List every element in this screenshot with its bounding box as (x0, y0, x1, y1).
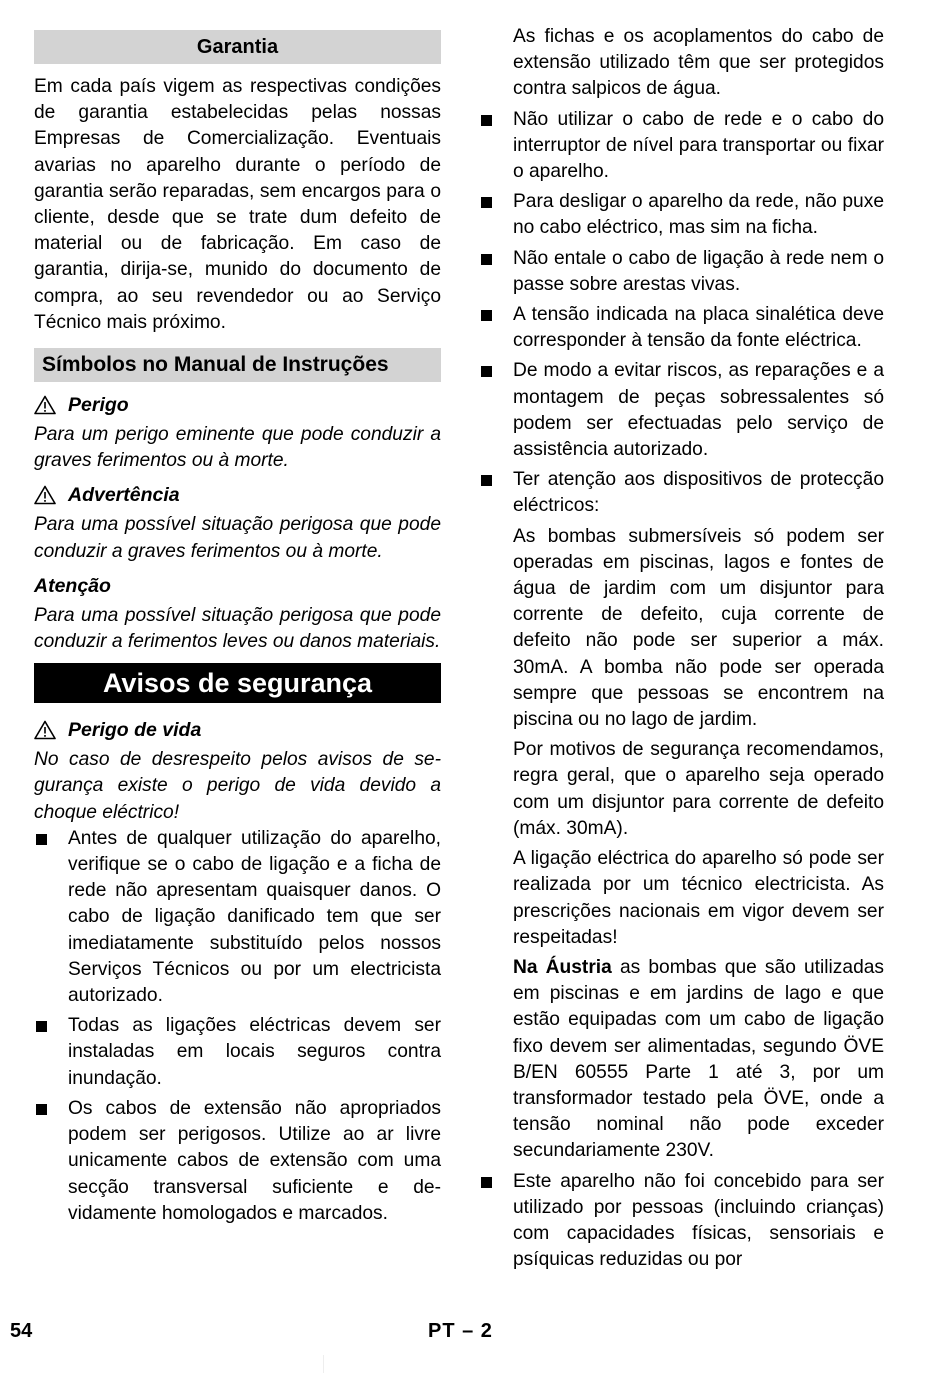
warning-triangle-icon (34, 485, 56, 505)
right-column (479, 24, 884, 1277)
continuation-text: As fichas e os acoplamentos do cabo de extensão utilizado têm que ser protegidos contra salpicos de água. (513, 26, 884, 100)
bullet-text: A tensão indicada na placa sinalética deve corresponder à tensão da fonte eléctrica. (513, 304, 884, 352)
bullet-text: Não utilizar o cabo de rede e o cabo do interruptor de nível para transportar ou fixar o aparelho. (513, 108, 884, 183)
warning-triangle-icon (34, 720, 56, 740)
square-bullet-icon (481, 197, 492, 208)
sub-paragraph: Por motivos de segurança recomendamos, regra geral, que o aparelho seja operado com um disjuntor para corrente de defeito (máx. 30mA). (513, 739, 884, 839)
left-column (34, 30, 441, 1231)
perigo-label (34, 392, 441, 418)
list-item (479, 107, 884, 186)
perigo-text: Para um perigo eminente que pode conduzir a graves ferimentos ou à morte. (34, 424, 441, 472)
bullet-text: Não entale o cabo de ligação à rede nem o passe sobre arestas vivas. (513, 247, 884, 295)
language-page-label: PT – 2 (428, 1320, 493, 1342)
list-item (479, 467, 884, 519)
perigo-label-text: Perigo (68, 394, 129, 417)
list-item (479, 358, 884, 463)
austria-paragraph (479, 955, 884, 1165)
austria-bold: Na Áustria (513, 956, 612, 978)
austria-rest: as bombas que são utilizadas em piscinas e em jardins de lago e que estão equipadas com um cabo de ligação fixo devem ser alimentadas, segundo ÖVE B/EN 60555 Parte 1 até 3, por um transformador testado pela ÖVE, onde a tensão nominal não pode exceder secundariamente 230V. (513, 956, 885, 1162)
square-bullet-icon (36, 1021, 47, 1032)
perigo-de-vida-label (34, 717, 441, 743)
advertencia-label-text: Advertência (68, 484, 180, 507)
atencao-label (34, 573, 441, 599)
bullet-text: Todas as ligações eléctricas devem ser instaladas em locais seguros contra inundação. (68, 1015, 441, 1089)
square-bullet-icon (481, 115, 492, 126)
square-bullet-icon (481, 310, 492, 321)
list-item (479, 302, 884, 354)
square-bullet-icon (481, 1177, 492, 1188)
warning-triangle-icon (34, 395, 56, 415)
list-item (34, 1013, 441, 1092)
sub-paragraph: A ligação eléctrica do aparelho só pode ser realizada por um técnico electricista. As prescrições nacionais em vigor devem ser respeitadas! (513, 848, 884, 948)
list-item (34, 1096, 441, 1227)
garantia-heading: Garantia (34, 30, 441, 64)
advertencia-text: Para uma possível situação perigosa que pode conduzir a graves ferimentos ou à morte. (34, 514, 441, 562)
bullet-text: Ter atenção aos dispositivos de protecção eléctricos: (513, 469, 884, 517)
atencao-text: Para uma possível situação perigosa que pode conduzir a ferimentos leves ou danos materiais. (34, 604, 441, 653)
bullet-text: Antes de qualquer utilização do aparelho, verifique se o cabo de ligação e a ficha de rede não apresentam quaisquer danos. O cabo de ligação danificado tem que ser imediatamente substituído pelos nossos Serviços Técnicos ou por um electricista autorizado. (68, 827, 441, 1007)
square-bullet-icon (481, 366, 492, 377)
square-bullet-icon (36, 834, 47, 845)
bullet-text: Os cabos de extensão não apropriados podem ser perigosos. Utilize ao ar livre unicamente cabos de extensão com uma secção transversal suficiente e devidamente homologados e marcados. (68, 1097, 441, 1224)
square-bullet-icon (36, 1104, 47, 1115)
perigo-de-vida-label-text: Perigo de vida (68, 719, 202, 742)
simbolos-heading: Símbolos no Manual de Instruções (34, 348, 441, 382)
list-item (479, 189, 884, 241)
bullet-text: De modo a evitar riscos, as reparações e a montagem de peças sobressalentes só podem ser efectuadas pelo serviço de assistência autorizado. (513, 360, 884, 461)
list-item (479, 246, 884, 298)
perigo-de-vida-text: No caso de desrespeito pelos avisos de segurança existe o perigo de vida devido a choque eléctrico! (34, 749, 441, 823)
garantia-text: Em cada país vigem as respectivas condições de garantia estabelecidas pelas nossas Empresas de Comercialização. Eventuais avarias no aparelho durante o período de garantia serão reparadas, sem encargos para o cliente, desde que se trate dum defeito de material ou de fabricação. Em caso de garantia, dirija-se, munido do documento de compra, ao seu revendedor ou ao Serviço Técnico mais próximo. (34, 76, 441, 333)
atencao-label-text: Atenção (34, 574, 111, 597)
sub-paragraph: As bombas submersíveis só podem ser operadas em piscinas, lagos e fontes de água de jardim com um disjuntor para corrente de defeito, cuja corrente de defeito não pode ser superior a máx. 30mA. A bomba não pode ser operada sempre que pessoas se encontrem na piscina ou no lago de jardim. (513, 525, 884, 731)
square-bullet-icon (481, 475, 492, 486)
list-item (34, 826, 441, 1009)
page-number: 54 (10, 1320, 33, 1342)
fold-mark (323, 1355, 324, 1373)
bullet-text: Para desligar o aparelho da rede, não puxe no cabo eléctrico, mas sim na ficha. (513, 191, 884, 239)
advertencia-label (34, 482, 441, 508)
square-bullet-icon (481, 254, 492, 265)
bullet-text: Este aparelho não foi concebido para ser utilizado por pessoas (incluindo crianças) com capacidades físicas, sensoriais e psíquicas reduzidas ou por (513, 1170, 884, 1271)
avisos-heading: Avisos de segurança (34, 663, 441, 703)
list-item (479, 1169, 884, 1274)
